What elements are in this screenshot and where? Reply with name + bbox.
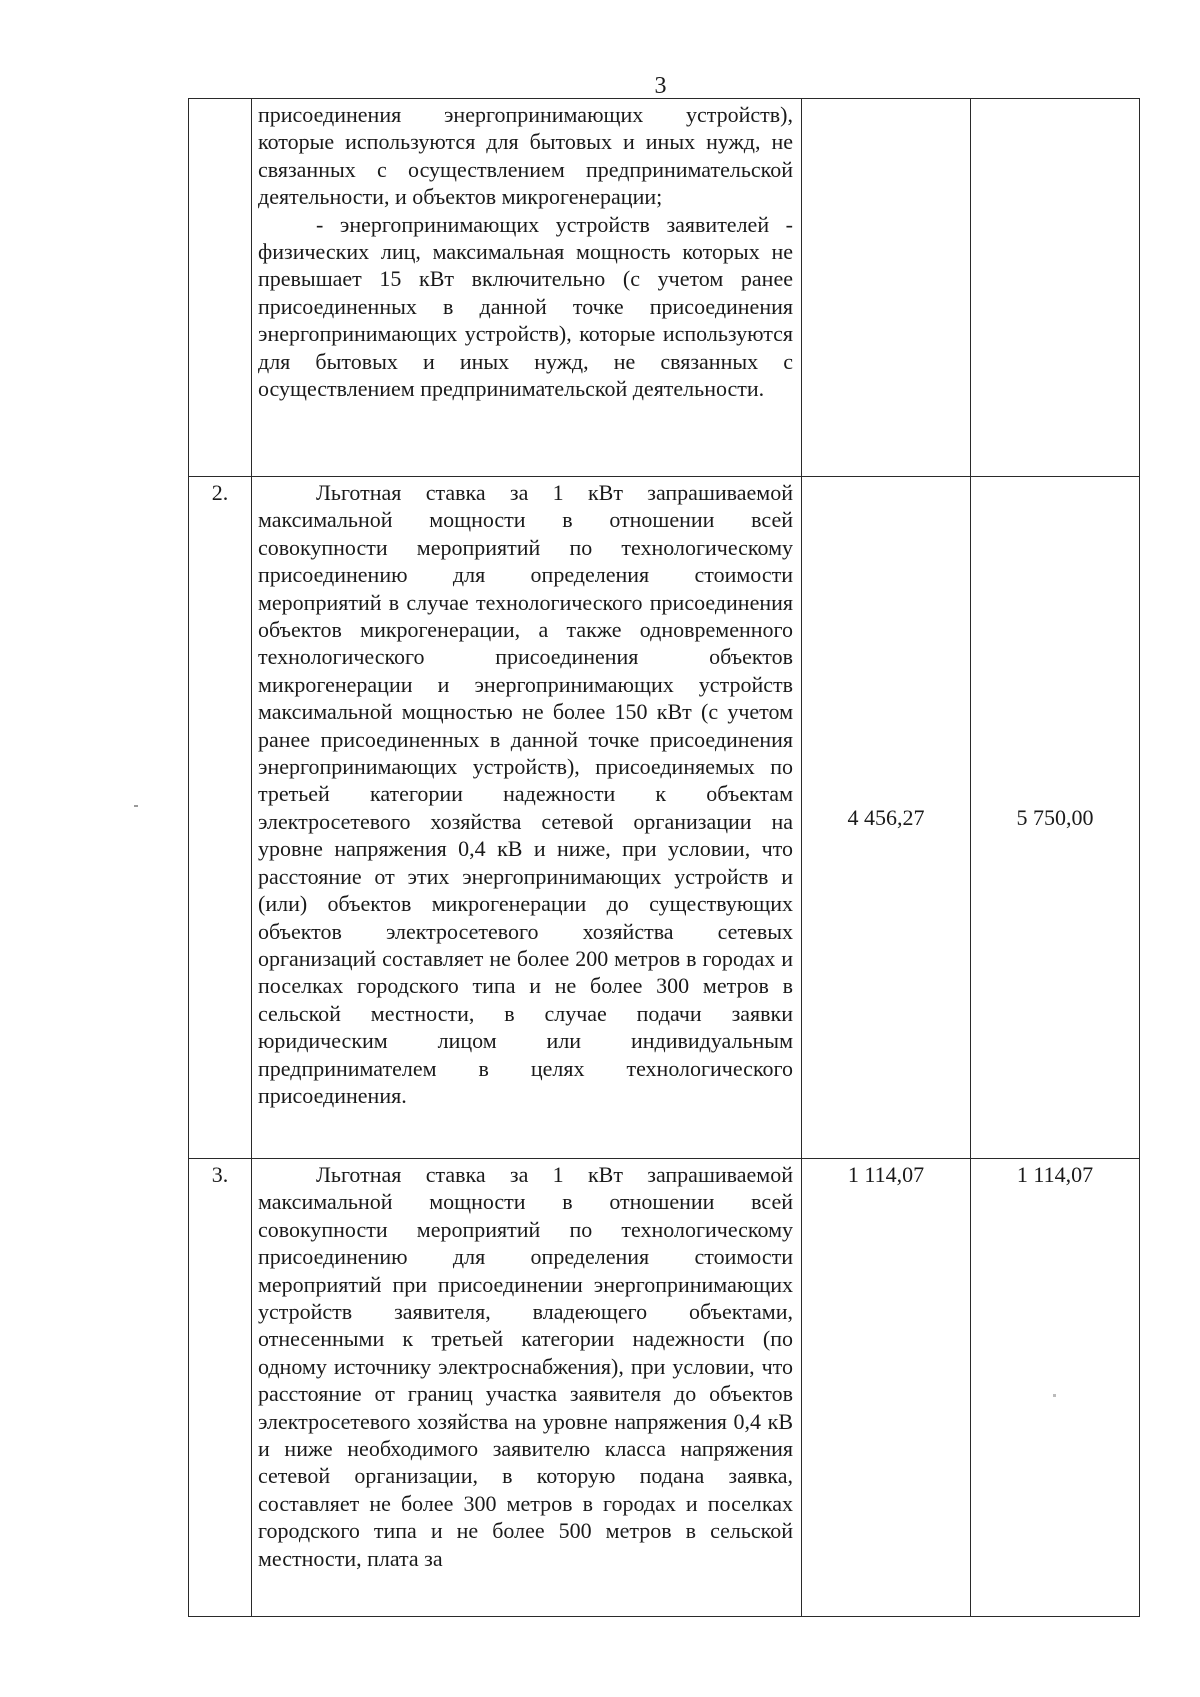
row-number-cell <box>189 99 252 477</box>
row-value-1-cell <box>802 99 971 477</box>
table-row <box>189 477 1140 1159</box>
row-value-1-cell: 4 456,27 <box>802 477 971 1159</box>
page-number: 3 <box>654 73 667 99</box>
scan-speck <box>134 805 138 807</box>
table-row <box>189 1159 1140 1617</box>
row-value-2-cell: 1 114,07 <box>971 1159 1140 1617</box>
description-paragraph: - энергопринимающих устройств заявителей - физических лиц, максимальная мощность которых не превышает 15 кВт включительно (с учетом ранее присоединенных в данной точке присоединения энергопринимающих устройств), которые используются для бытовых и иных нужд, не связанных с осуществлением предпринимательской деятельности. <box>258 211 793 402</box>
description-paragraph: присоединения энергопринимающих устройств), которые используются для бытовых и иных нужд, не связанных с осуществлением предпринимательской деятельности, и объектов микрогенерации; <box>258 102 793 210</box>
description-paragraph: Льготная ставка за 1 кВт запрашиваемой максимальной мощности в отношении всей совокупности мероприятий по технологическому присоединению для определения стоимости мероприятий при присоединении энергопринимающих устройств заявителя, владеющего объектами, отнесенными к третьей категории надежности (по одному источнику электроснабжения), при условии, что расстояние от границ участка заявителя до объектов электросетевого хозяйства на уровне напряжения 0,4 кВ и ниже необходимого заявителю класса напряжения сетевой организации, в которую подана заявка, составляет не более 300 метров в городах и поселках городского типа и не более 500 метров в сельской местности, плата за <box>258 1162 793 1571</box>
row-value-2-cell: 5 750,00 <box>971 477 1140 1159</box>
row-description-cell <box>252 1159 802 1617</box>
tariff-table <box>188 98 1140 1617</box>
row-value-1-cell: 1 114,07 <box>802 1159 971 1617</box>
scan-speck <box>1053 1394 1056 1397</box>
row-number-cell: 2. <box>189 477 252 1159</box>
row-description-cell <box>252 477 802 1159</box>
description-paragraph: Льготная ставка за 1 кВт запрашиваемой максимальной мощности в отношении всей совокупности мероприятий по технологическому присоединению для определения стоимости мероприятий в случае технологического присоединения объектов микрогенерации, а также одновременного технологического присоединения объектов микрогенерации и энергопринимающих устройств максимальной мощностью не более 150 кВт (с учетом ранее присоединенных в данной точке присоединения энергопринимающих устройств), присоединяемых по третьей категории надежности к объектам электросетевого хозяйства сетевой организации на уровне напряжения 0,4 кВ и ниже, при условии, что расстояние от этих энергопринимающих устройств и (или) объектов микрогенерации до существующих объектов электросетевого хозяйства сетевых организаций составляет не более 200 метров в городах и поселках городского типа и не более 300 метров в сельской местности, в случае подачи заявки юридическим лицом или индивидуальным предпринимателем в целях технологического присоединения. <box>258 480 793 1108</box>
row-description-cell <box>252 99 802 477</box>
table-row <box>189 99 1140 477</box>
row-value-2-cell <box>971 99 1140 477</box>
row-number-cell: 3. <box>189 1159 252 1617</box>
